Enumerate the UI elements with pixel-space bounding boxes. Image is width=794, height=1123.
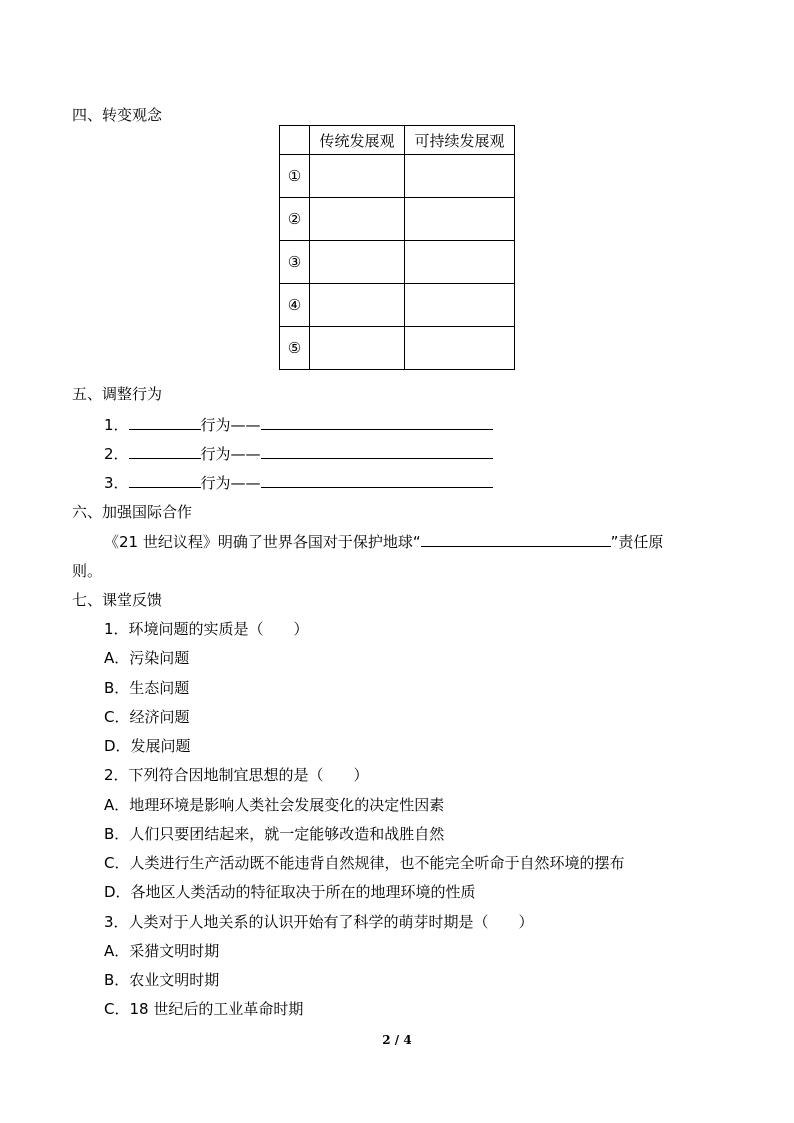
answer-option[interactable]: A．采猎文明时期 — [104, 942, 220, 960]
blank-field[interactable] — [421, 531, 611, 547]
answer-cell[interactable] — [310, 327, 405, 370]
row-number: ② — [280, 198, 310, 241]
question-stem: 2．下列符合因地制宜思想的是（ ） — [104, 766, 369, 784]
section-5-heading: 五、调整行为 — [72, 385, 163, 403]
answer-option[interactable]: B．生态问题 — [104, 679, 190, 697]
answer-cell[interactable] — [405, 284, 515, 327]
answer-option[interactable]: D．各地区人类活动的特征取决于所在的地理环境的性质 — [104, 883, 476, 901]
answer-option[interactable]: B．农业文明时期 — [104, 971, 220, 989]
answer-cell[interactable] — [310, 155, 405, 198]
answer-option[interactable]: A．污染问题 — [104, 649, 190, 667]
answer-option[interactable]: D．发展问题 — [104, 737, 191, 755]
item-number: 2． — [104, 445, 129, 463]
agenda-continuation: 则。 — [72, 562, 103, 580]
answer-cell[interactable] — [310, 284, 405, 327]
blank-field[interactable] — [261, 443, 493, 459]
row-number: ⑤ — [280, 327, 310, 370]
blank-field[interactable] — [261, 472, 493, 488]
answer-cell[interactable] — [405, 241, 515, 284]
answer-option[interactable]: C．人类进行生产活动既不能违背自然规律，也不能完全听命于自然环境的摆布 — [104, 854, 625, 872]
table-row — [280, 198, 515, 241]
table-row — [280, 327, 515, 370]
answer-option[interactable]: A．地理环境是影响人类社会发展变化的决定性因素 — [104, 796, 445, 814]
agenda-text-end: ”责任原 — [610, 533, 664, 551]
answer-cell[interactable] — [310, 241, 405, 284]
blank-field[interactable] — [129, 414, 201, 430]
table-header-sustainable: 可持续发展观 — [405, 126, 515, 155]
question-stem: 1．环境问题的实质是（ ） — [104, 620, 309, 638]
answer-cell[interactable] — [310, 198, 405, 241]
row-number: ③ — [280, 241, 310, 284]
behavior-item — [104, 472, 493, 493]
agenda-sentence — [104, 531, 663, 552]
table-row — [280, 155, 515, 198]
table-header-corner — [280, 126, 310, 155]
item-text: 行为—— — [200, 474, 261, 492]
answer-cell[interactable] — [405, 198, 515, 241]
question-stem: 3．人类对于人地关系的认识开始有了科学的萌芽时期是（ ） — [104, 913, 534, 931]
table-header-row — [280, 126, 515, 155]
row-number: ④ — [280, 284, 310, 327]
answer-option[interactable]: B．人们只要团结起来，就一定能够改造和战胜自然 — [104, 825, 445, 843]
table-row — [280, 284, 515, 327]
table-row — [280, 241, 515, 284]
page-number: 2 / 4 — [382, 1033, 412, 1047]
answer-cell[interactable] — [405, 155, 515, 198]
blank-field[interactable] — [129, 472, 201, 488]
section-7-heading: 七、课堂反馈 — [72, 591, 163, 609]
section-4-heading: 四、转变观念 — [72, 106, 163, 124]
blank-field[interactable] — [261, 414, 493, 430]
item-number: 3． — [104, 474, 129, 492]
answer-option[interactable]: C．经济问题 — [104, 708, 190, 726]
behavior-item — [104, 414, 493, 435]
behavior-item — [104, 443, 493, 464]
agenda-text: 《21 世纪议程》明确了世界各国对于保护地球“ — [104, 533, 421, 551]
item-number: 1． — [104, 416, 129, 434]
table-header-traditional: 传统发展观 — [310, 126, 405, 155]
blank-field[interactable] — [129, 443, 201, 459]
answer-option[interactable]: C．18 世纪后的工业革命时期 — [104, 1000, 304, 1018]
answer-cell[interactable] — [405, 327, 515, 370]
section-6-heading: 六、加强国际合作 — [72, 503, 193, 521]
row-number: ① — [280, 155, 310, 198]
comparison-table — [279, 125, 515, 370]
item-text: 行为—— — [200, 416, 261, 434]
item-text: 行为—— — [200, 445, 261, 463]
